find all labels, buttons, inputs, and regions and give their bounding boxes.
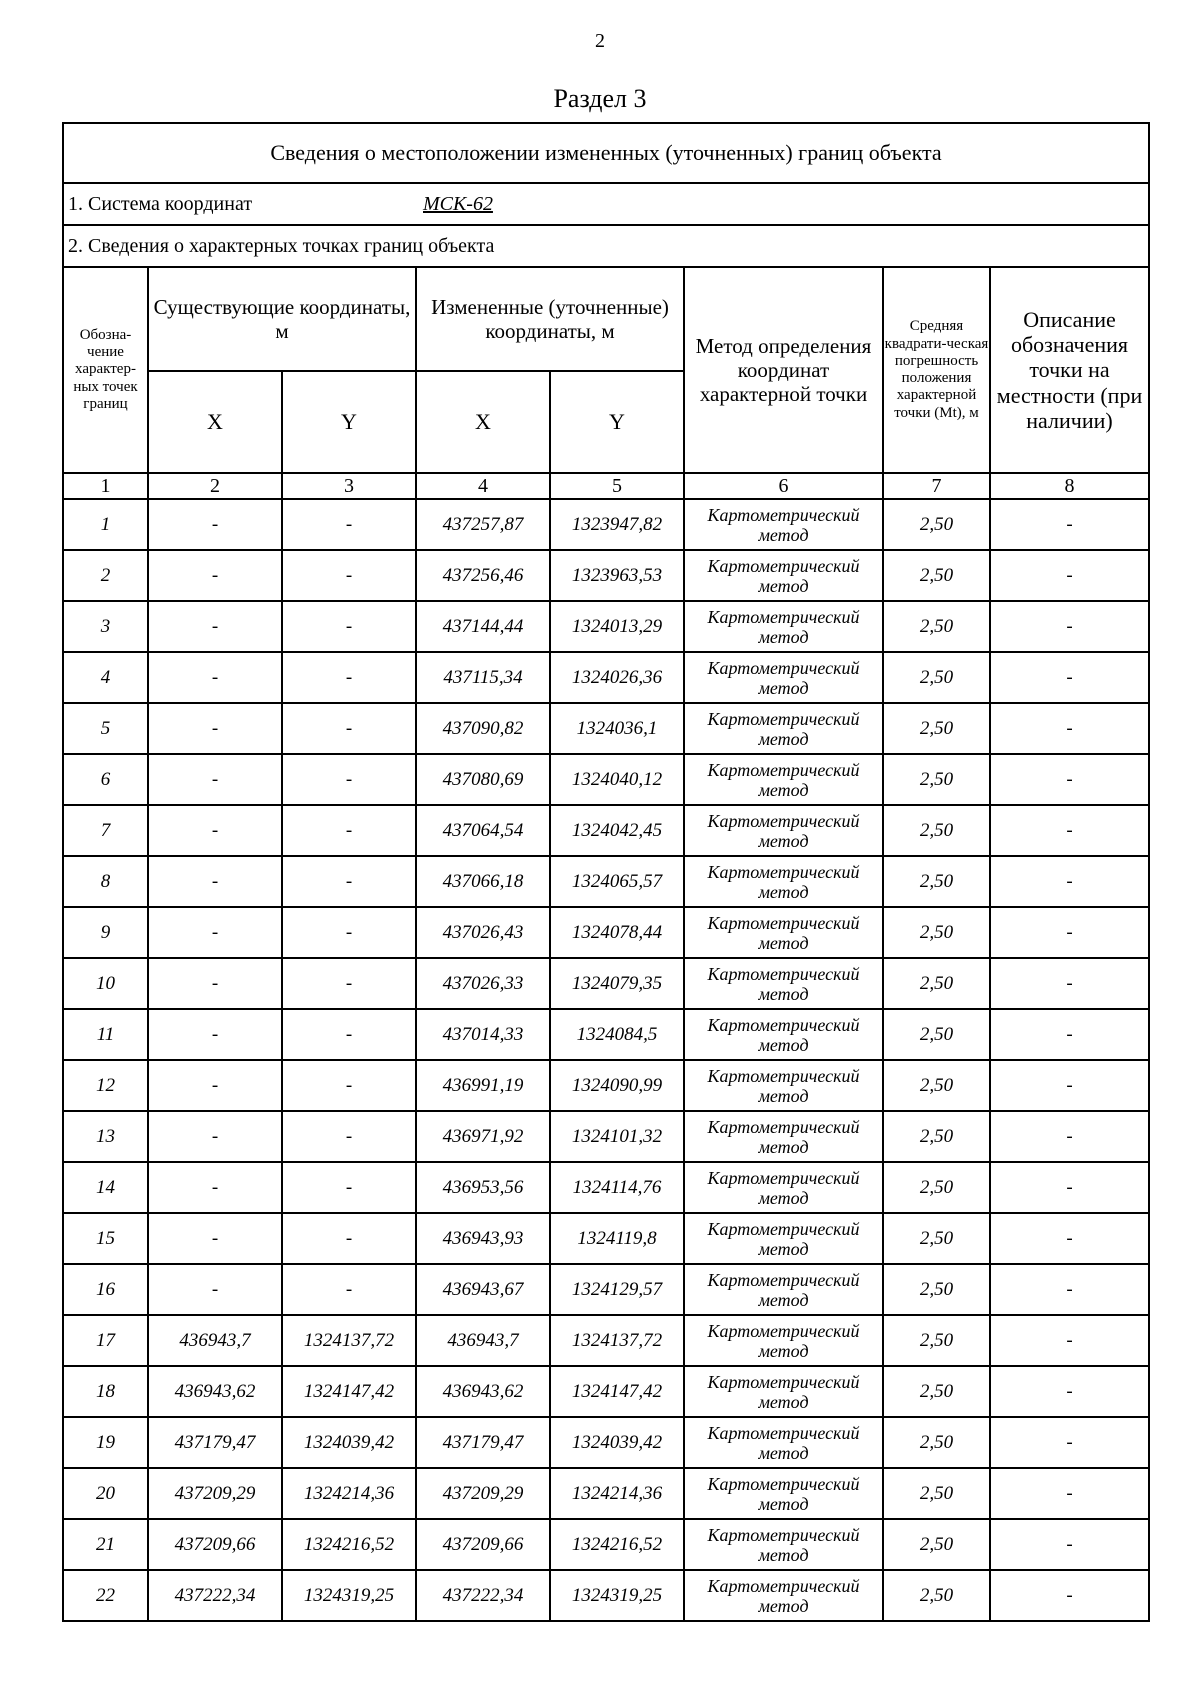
changed-y-cell: 1324042,45 bbox=[550, 805, 684, 856]
existing-x-cell: - bbox=[148, 1264, 282, 1315]
table-row bbox=[63, 1468, 1149, 1519]
method-cell: Картометрический метод bbox=[684, 1315, 883, 1366]
accuracy-cell: 2,50 bbox=[883, 703, 990, 754]
description-cell: - bbox=[990, 550, 1149, 601]
table-row bbox=[63, 652, 1149, 703]
existing-y-cell: 1324137,72 bbox=[282, 1315, 416, 1366]
description-cell: - bbox=[990, 754, 1149, 805]
existing-y-cell: - bbox=[282, 703, 416, 754]
method-cell: Картометрический метод bbox=[684, 1417, 883, 1468]
description-cell: - bbox=[990, 1009, 1149, 1060]
changed-y-cell: 1323963,53 bbox=[550, 550, 684, 601]
existing-y-cell: - bbox=[282, 1009, 416, 1060]
point-number-cell: 11 bbox=[63, 1009, 148, 1060]
table-row bbox=[63, 805, 1149, 856]
column-number: 7 bbox=[883, 473, 990, 499]
point-number-cell: 19 bbox=[63, 1417, 148, 1468]
table-row bbox=[63, 601, 1149, 652]
existing-y-cell: 1324147,42 bbox=[282, 1366, 416, 1417]
existing-x-cell: - bbox=[148, 1111, 282, 1162]
accuracy-cell: 2,50 bbox=[883, 1570, 990, 1621]
column-number: 3 bbox=[282, 473, 416, 499]
changed-x-cell: 436953,56 bbox=[416, 1162, 550, 1213]
boundary-points-table bbox=[62, 122, 1150, 1622]
accuracy-cell: 2,50 bbox=[883, 856, 990, 907]
changed-x-cell: 437179,47 bbox=[416, 1417, 550, 1468]
changed-x-cell: 436971,92 bbox=[416, 1111, 550, 1162]
description-cell: - bbox=[990, 1060, 1149, 1111]
table-row bbox=[63, 703, 1149, 754]
changed-x-cell: 436943,67 bbox=[416, 1264, 550, 1315]
accuracy-cell: 2,50 bbox=[883, 550, 990, 601]
method-cell: Картометрический метод bbox=[684, 550, 883, 601]
method-cell: Картометрический метод bbox=[684, 1060, 883, 1111]
point-number-cell: 13 bbox=[63, 1111, 148, 1162]
description-cell: - bbox=[990, 1570, 1149, 1621]
description-cell: - bbox=[990, 958, 1149, 1009]
existing-x-cell: - bbox=[148, 550, 282, 601]
changed-x-cell: 437209,29 bbox=[416, 1468, 550, 1519]
changed-y-cell: 1324119,8 bbox=[550, 1213, 684, 1264]
header-existing-y: Y bbox=[282, 371, 416, 473]
changed-x-cell: 437064,54 bbox=[416, 805, 550, 856]
header-changed-y: Y bbox=[550, 371, 684, 473]
point-number-cell: 20 bbox=[63, 1468, 148, 1519]
changed-x-cell: 437080,69 bbox=[416, 754, 550, 805]
table-row bbox=[63, 1111, 1149, 1162]
description-cell: - bbox=[990, 1366, 1149, 1417]
table-row bbox=[63, 958, 1149, 1009]
existing-y-cell: 1324039,42 bbox=[282, 1417, 416, 1468]
changed-y-cell: 1324036,1 bbox=[550, 703, 684, 754]
method-cell: Картометрический метод bbox=[684, 703, 883, 754]
existing-y-cell: - bbox=[282, 754, 416, 805]
existing-y-cell: - bbox=[282, 907, 416, 958]
table-row bbox=[63, 1009, 1149, 1060]
description-cell: - bbox=[990, 499, 1149, 550]
point-number-cell: 14 bbox=[63, 1162, 148, 1213]
table-row bbox=[63, 907, 1149, 958]
existing-y-cell: - bbox=[282, 652, 416, 703]
changed-x-cell: 437026,33 bbox=[416, 958, 550, 1009]
changed-y-cell: 1324084,5 bbox=[550, 1009, 684, 1060]
changed-x-cell: 437256,46 bbox=[416, 550, 550, 601]
accuracy-cell: 2,50 bbox=[883, 1417, 990, 1468]
existing-x-cell: 437209,29 bbox=[148, 1468, 282, 1519]
point-number-cell: 21 bbox=[63, 1519, 148, 1570]
method-cell: Картометрический метод bbox=[684, 805, 883, 856]
description-cell: - bbox=[990, 1519, 1149, 1570]
method-cell: Картометрический метод bbox=[684, 1366, 883, 1417]
existing-y-cell: - bbox=[282, 1213, 416, 1264]
method-cell: Картометрический метод bbox=[684, 1111, 883, 1162]
changed-x-cell: 437115,34 bbox=[416, 652, 550, 703]
description-cell: - bbox=[990, 703, 1149, 754]
existing-y-cell: - bbox=[282, 1264, 416, 1315]
table-row bbox=[63, 1264, 1149, 1315]
accuracy-cell: 2,50 bbox=[883, 1468, 990, 1519]
accuracy-cell: 2,50 bbox=[883, 754, 990, 805]
accuracy-cell: 2,50 bbox=[883, 601, 990, 652]
coordinate-system-row bbox=[63, 183, 1149, 225]
accuracy-cell: 2,50 bbox=[883, 1213, 990, 1264]
table-row bbox=[63, 550, 1149, 601]
changed-x-cell: 437066,18 bbox=[416, 856, 550, 907]
accuracy-cell: 2,50 bbox=[883, 1519, 990, 1570]
existing-y-cell: - bbox=[282, 550, 416, 601]
changed-y-cell: 1324065,57 bbox=[550, 856, 684, 907]
description-cell: - bbox=[990, 1111, 1149, 1162]
changed-y-cell: 1324214,36 bbox=[550, 1468, 684, 1519]
header-description: Описание обозначения точки на местности (при наличии) bbox=[990, 267, 1149, 473]
existing-x-cell: - bbox=[148, 907, 282, 958]
existing-x-cell: - bbox=[148, 1213, 282, 1264]
method-cell: Картометрический метод bbox=[684, 1519, 883, 1570]
table-row bbox=[63, 754, 1149, 805]
existing-x-cell: - bbox=[148, 601, 282, 652]
description-cell: - bbox=[990, 1264, 1149, 1315]
changed-x-cell: 437209,66 bbox=[416, 1519, 550, 1570]
accuracy-cell: 2,50 bbox=[883, 1060, 990, 1111]
column-number: 4 bbox=[416, 473, 550, 499]
changed-y-cell: 1324078,44 bbox=[550, 907, 684, 958]
changed-x-cell: 436943,7 bbox=[416, 1315, 550, 1366]
header-method: Метод определения координат характерной точки bbox=[684, 267, 883, 473]
existing-y-cell: - bbox=[282, 805, 416, 856]
existing-y-cell: - bbox=[282, 601, 416, 652]
existing-y-cell: 1324319,25 bbox=[282, 1570, 416, 1621]
column-number: 6 bbox=[684, 473, 883, 499]
point-number-cell: 15 bbox=[63, 1213, 148, 1264]
existing-y-cell: 1324214,36 bbox=[282, 1468, 416, 1519]
existing-x-cell: 437179,47 bbox=[148, 1417, 282, 1468]
table-row bbox=[63, 1417, 1149, 1468]
coordinate-system-label: 1. Система координат bbox=[68, 192, 253, 215]
existing-x-cell: 437222,34 bbox=[148, 1570, 282, 1621]
changed-x-cell: 436943,93 bbox=[416, 1213, 550, 1264]
changed-x-cell: 437026,43 bbox=[416, 907, 550, 958]
changed-y-cell: 1324013,29 bbox=[550, 601, 684, 652]
point-number-cell: 4 bbox=[63, 652, 148, 703]
table-title: Сведения о местоположении измененных (уточненных) границ объекта bbox=[63, 123, 1149, 183]
point-number-cell: 12 bbox=[63, 1060, 148, 1111]
existing-y-cell: - bbox=[282, 856, 416, 907]
accuracy-cell: 2,50 bbox=[883, 652, 990, 703]
changed-y-cell: 1324090,99 bbox=[550, 1060, 684, 1111]
accuracy-cell: 2,50 bbox=[883, 907, 990, 958]
point-number-cell: 9 bbox=[63, 907, 148, 958]
description-cell: - bbox=[990, 856, 1149, 907]
accuracy-cell: 2,50 bbox=[883, 1315, 990, 1366]
accuracy-cell: 2,50 bbox=[883, 1264, 990, 1315]
description-cell: - bbox=[990, 1468, 1149, 1519]
method-cell: Картометрический метод bbox=[684, 754, 883, 805]
header-changed-coordinates: Измененные (уточненные) координаты, м bbox=[416, 267, 684, 371]
existing-y-cell: - bbox=[282, 1111, 416, 1162]
method-cell: Картометрический метод bbox=[684, 1162, 883, 1213]
changed-x-cell: 437257,87 bbox=[416, 499, 550, 550]
description-cell: - bbox=[990, 805, 1149, 856]
method-cell: Картометрический метод bbox=[684, 1264, 883, 1315]
method-cell: Картометрический метод bbox=[684, 601, 883, 652]
description-cell: - bbox=[990, 907, 1149, 958]
changed-x-cell: 437014,33 bbox=[416, 1009, 550, 1060]
table-row bbox=[63, 1315, 1149, 1366]
existing-x-cell: - bbox=[148, 958, 282, 1009]
description-cell: - bbox=[990, 1213, 1149, 1264]
header-changed-x: X bbox=[416, 371, 550, 473]
column-number: 1 bbox=[63, 473, 148, 499]
point-number-cell: 10 bbox=[63, 958, 148, 1009]
table-row bbox=[63, 1162, 1149, 1213]
point-number-cell: 16 bbox=[63, 1264, 148, 1315]
table-row bbox=[63, 1213, 1149, 1264]
existing-x-cell: - bbox=[148, 1009, 282, 1060]
point-number-cell: 3 bbox=[63, 601, 148, 652]
column-numbers-row bbox=[63, 473, 1149, 499]
method-cell: Картометрический метод bbox=[684, 856, 883, 907]
method-cell: Картометрический метод bbox=[684, 499, 883, 550]
existing-y-cell: - bbox=[282, 958, 416, 1009]
existing-x-cell: - bbox=[148, 652, 282, 703]
changed-y-cell: 1324319,25 bbox=[550, 1570, 684, 1621]
changed-x-cell: 437090,82 bbox=[416, 703, 550, 754]
accuracy-cell: 2,50 bbox=[883, 958, 990, 1009]
method-cell: Картометрический метод bbox=[684, 958, 883, 1009]
changed-y-cell: 1324114,76 bbox=[550, 1162, 684, 1213]
header-existing-x: X bbox=[148, 371, 282, 473]
changed-y-cell: 1324039,42 bbox=[550, 1417, 684, 1468]
existing-x-cell: 436943,62 bbox=[148, 1366, 282, 1417]
point-number-cell: 18 bbox=[63, 1366, 148, 1417]
accuracy-cell: 2,50 bbox=[883, 499, 990, 550]
changed-y-cell: 1324137,72 bbox=[550, 1315, 684, 1366]
existing-x-cell: - bbox=[148, 805, 282, 856]
column-number: 8 bbox=[990, 473, 1149, 499]
existing-x-cell: - bbox=[148, 1060, 282, 1111]
point-number-cell: 6 bbox=[63, 754, 148, 805]
point-number-cell: 17 bbox=[63, 1315, 148, 1366]
method-cell: Картометрический метод bbox=[684, 652, 883, 703]
changed-y-cell: 1324216,52 bbox=[550, 1519, 684, 1570]
page-number: 2 bbox=[595, 30, 605, 52]
changed-y-cell: 1324101,32 bbox=[550, 1111, 684, 1162]
accuracy-cell: 2,50 bbox=[883, 1162, 990, 1213]
existing-y-cell: - bbox=[282, 499, 416, 550]
point-number-cell: 8 bbox=[63, 856, 148, 907]
description-cell: - bbox=[990, 1417, 1149, 1468]
changed-y-cell: 1324079,35 bbox=[550, 958, 684, 1009]
point-number-cell: 22 bbox=[63, 1570, 148, 1621]
point-number-cell: 7 bbox=[63, 805, 148, 856]
existing-x-cell: - bbox=[148, 754, 282, 805]
table-row bbox=[63, 856, 1149, 907]
header-designation: Обозна-чение характер-ных точек границ bbox=[63, 267, 148, 473]
method-cell: Картометрический метод bbox=[684, 907, 883, 958]
existing-y-cell: - bbox=[282, 1060, 416, 1111]
description-cell: - bbox=[990, 1315, 1149, 1366]
changed-x-cell: 437144,44 bbox=[416, 601, 550, 652]
changed-y-cell: 1324147,42 bbox=[550, 1366, 684, 1417]
existing-x-cell: - bbox=[148, 499, 282, 550]
existing-y-cell: 1324216,52 bbox=[282, 1519, 416, 1570]
method-cell: Картометрический метод bbox=[684, 1009, 883, 1060]
existing-y-cell: - bbox=[282, 1162, 416, 1213]
table-row bbox=[63, 499, 1149, 550]
point-number-cell: 2 bbox=[63, 550, 148, 601]
accuracy-cell: 2,50 bbox=[883, 1366, 990, 1417]
changed-y-cell: 1324026,36 bbox=[550, 652, 684, 703]
point-number-cell: 5 bbox=[63, 703, 148, 754]
column-number: 5 bbox=[550, 473, 684, 499]
accuracy-cell: 2,50 bbox=[883, 805, 990, 856]
changed-x-cell: 437222,34 bbox=[416, 1570, 550, 1621]
changed-y-cell: 1324040,12 bbox=[550, 754, 684, 805]
column-number: 2 bbox=[148, 473, 282, 499]
table-row bbox=[63, 1570, 1149, 1621]
accuracy-cell: 2,50 bbox=[883, 1009, 990, 1060]
table-row bbox=[63, 1366, 1149, 1417]
table-row bbox=[63, 1060, 1149, 1111]
points-info-label: 2. Сведения о характерных точках границ объекта bbox=[63, 225, 1149, 267]
method-cell: Картометрический метод bbox=[684, 1570, 883, 1621]
coordinate-system-value: МСК-62 bbox=[423, 192, 493, 215]
method-cell: Картометрический метод bbox=[684, 1213, 883, 1264]
description-cell: - bbox=[990, 601, 1149, 652]
description-cell: - bbox=[990, 652, 1149, 703]
description-cell: - bbox=[990, 1162, 1149, 1213]
changed-y-cell: 1324129,57 bbox=[550, 1264, 684, 1315]
changed-x-cell: 436943,62 bbox=[416, 1366, 550, 1417]
existing-x-cell: - bbox=[148, 856, 282, 907]
header-existing-coordinates: Существующие координаты, м bbox=[148, 267, 416, 371]
existing-x-cell: 436943,7 bbox=[148, 1315, 282, 1366]
section-title: Раздел 3 bbox=[553, 84, 647, 113]
point-number-cell: 1 bbox=[63, 499, 148, 550]
existing-x-cell: 437209,66 bbox=[148, 1519, 282, 1570]
changed-y-cell: 1323947,82 bbox=[550, 499, 684, 550]
method-cell: Картометрический метод bbox=[684, 1468, 883, 1519]
header-accuracy: Средняя квадрати-ческая погрешность положения характерной точки (Мt), м bbox=[883, 267, 990, 473]
changed-x-cell: 436991,19 bbox=[416, 1060, 550, 1111]
existing-x-cell: - bbox=[148, 703, 282, 754]
existing-x-cell: - bbox=[148, 1162, 282, 1213]
accuracy-cell: 2,50 bbox=[883, 1111, 990, 1162]
table-row bbox=[63, 1519, 1149, 1570]
